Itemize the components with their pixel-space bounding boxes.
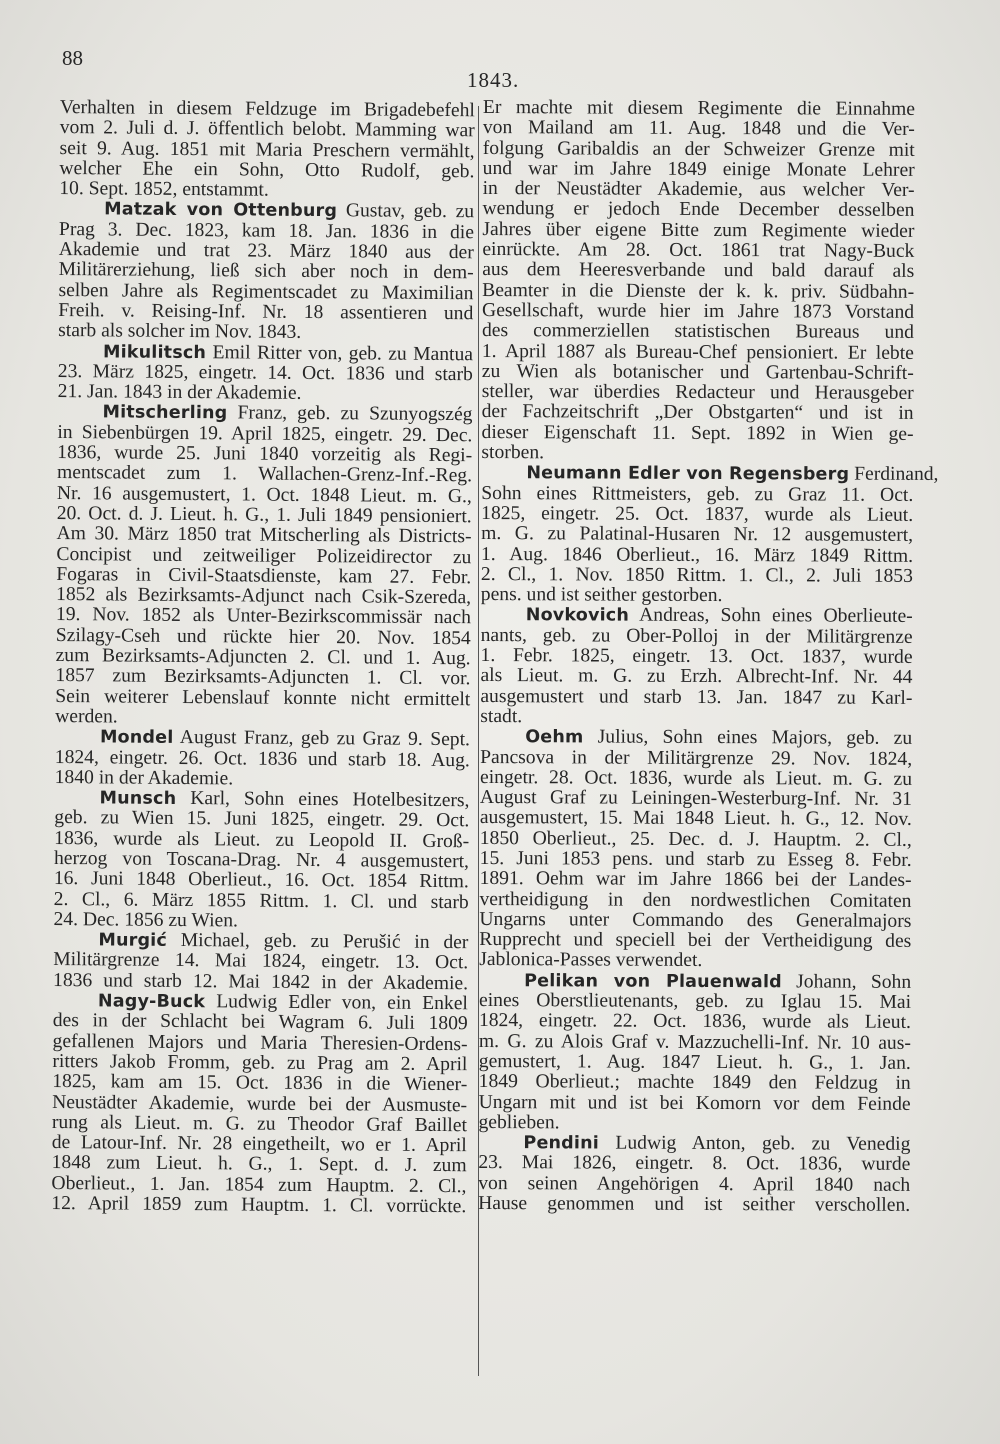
line-text: starb als solcher im Nov. 1843. xyxy=(58,320,302,344)
entry-name: Novkovich xyxy=(525,605,630,627)
line-text: Johann, Sohn xyxy=(781,971,912,993)
line-text: Ungarns unter Commando des Generalmajors xyxy=(479,908,912,932)
line-text: 16. Juni 1848 Oberlieut., 16. Oct. 1854 Rittm. xyxy=(53,868,469,893)
line-text: welcher Ehe ein Sohn, Otto Rudolf, geb. xyxy=(59,157,475,183)
entry-name: Nagy-Buck xyxy=(97,991,206,1013)
line-text: Militärerziehung, ließ sich aber noch in dem- xyxy=(58,259,474,284)
page-number: 88 xyxy=(62,46,83,70)
line-text: 15. Juni 1853 pens. und starb zu Esseg 8. Febr. xyxy=(479,847,912,871)
line-text: in Siebenbürgen 19. April 1825, eingetr. 29. Dec. xyxy=(57,421,473,446)
line-text: ausgemustert und starb 13. Jan. 1847 zu Karl- xyxy=(480,685,913,709)
entry-name: Mitscherling xyxy=(102,402,228,424)
line-text: 1825, kam am 15. Oct. 1836 in die Wiener- xyxy=(52,1071,468,1096)
text-line xyxy=(480,707,912,729)
line-text: dieser Eigenschaft 11. Sept. 1892 in Wien ge- xyxy=(481,421,914,445)
line-text: 1836 und starb 12. Mai 1842 in der Akademie. xyxy=(52,969,469,994)
line-text: zum Bezirksamts-Adjuncten 2. Cl. und 1. Aug. xyxy=(55,644,471,670)
line-text: eingetr. 28. Oct. 1836, wurde als Lieut. m. G. zu xyxy=(479,766,913,790)
line-text: 1824, eingetr. 22. Oct. 1836, wurde als Lieut. xyxy=(478,1010,912,1034)
line-text: Freih. v. Reising-Inf. Nr. 18 assentieren und xyxy=(58,299,474,325)
line-text: von seinen Angehörigen 4. April 1840 nach xyxy=(478,1172,911,1196)
line-text: ausgemustert, 15. Mai 1848 Lieut. h. G., 12. Nov. xyxy=(479,807,912,831)
line-text: 1840 in der Akademie. xyxy=(54,766,234,790)
text-line xyxy=(481,443,913,465)
text-line xyxy=(478,1194,910,1216)
line-text: zu Wien als botanischer und Gartenbau-Schrift- xyxy=(481,360,914,384)
line-text: Ferdinand, xyxy=(849,463,939,486)
line-text: 1825, eingetr. 25. Oct. 1837, wurde als Lieut. xyxy=(481,502,914,526)
line-text: 1849 Oberlieut.; machte 1849 den Feldzug in xyxy=(478,1071,911,1095)
line-text: m. G. zu Alois Graf v. Mazzuchelli-Inf. Nr. 10 aus- xyxy=(478,1030,911,1054)
line-text: 24. Dec. 1856 zu Wien. xyxy=(53,908,239,932)
line-text: Hause genommen und ist seither verschollen. xyxy=(478,1193,911,1216)
line-text: 12. April 1859 zum Hauptm. 1. Cl. vorrückte. xyxy=(51,1192,467,1218)
line-text: des commerziellen statistischen Bureaus und xyxy=(481,320,915,344)
line-text: 23. Mai 1826, eingetr. 8. Oct. 1836, wurde xyxy=(478,1152,911,1176)
line-text: 21. Jan. 1843 in der Akademie. xyxy=(57,381,302,405)
line-text: 1. April 1887 als Bureau-Chef pensioniert. Er lebte xyxy=(481,340,914,364)
line-text: Pancsova in der Militärgrenze 29. Nov. 1824, xyxy=(480,746,913,770)
line-text: gemustert, 1. Aug. 1847 Lieut. h. G., 1. Jan. xyxy=(478,1050,911,1074)
line-text: Concipist und zeitweiliger Polizeidirector zu xyxy=(56,543,472,568)
line-text: storben. xyxy=(481,442,545,464)
line-text: Militärgrenze 14. Mai 1824, eingetr. 13. Oct. xyxy=(53,949,469,974)
entry-name: Oehm xyxy=(525,727,584,748)
line-text: 1848 zum Lieut. h. G., 1. Sept. d. J. zum xyxy=(51,1152,467,1177)
line-text: Oberlieut., 1. Jan. 1854 zum Hauptm. 2. Cl., xyxy=(51,1172,467,1197)
line-text: 1857 zum Bezirksamts-Adjuncten 1. Cl. vor. xyxy=(55,665,471,690)
line-text: 2. Cl., 1. Nov. 1850 Rittm. 1. Cl., 2. Juli 1853 xyxy=(480,563,913,587)
line-text: Karl, Sohn eines Hotelbesitzers, xyxy=(176,788,470,812)
entry-name: Pendini xyxy=(523,1133,600,1154)
entry-name: Matzak von Ottenburg xyxy=(104,199,338,222)
line-text: 1. Aug. 1846 Oberlieut., 16. März 1849 Rittm. xyxy=(480,543,914,567)
line-text: ritters Jakob Fromm, geb. zu Prag am 2. April xyxy=(52,1050,468,1076)
line-text: Michael, geb. zu Perušić in der xyxy=(166,930,469,954)
line-text: 1836, wurde 25. Juni 1840 vorzeitig als Regi- xyxy=(57,442,473,467)
line-text: rung als Lieut. m. G. zu Theodor Graf Baillet xyxy=(51,1111,468,1137)
line-text: Ludwig Edler von, ein Enkel xyxy=(205,991,468,1015)
line-text: Er machte mit diesem Regimente die Einnahme xyxy=(482,97,916,120)
line-text: Neustädter Akademie, wurde bei der Ausmuste- xyxy=(52,1091,468,1116)
entry-name: Neumann Edler von Regensberg xyxy=(526,463,850,485)
line-text: nants, geb. zu Ober-Polloj in der Militärgrenze xyxy=(480,624,913,648)
line-text: Julius, Sohn eines Majors, geb. zu xyxy=(583,726,913,750)
line-text: 1852 als Bezirksamts-Adjunct nach Csik-Szereda, xyxy=(56,584,472,609)
line-text: pens. und ist seither gestorben. xyxy=(480,584,723,607)
line-text: stadt. xyxy=(480,705,523,728)
line-text: des in der Schlacht bei Wagram 6. Juli 1809 xyxy=(52,1010,468,1035)
line-text: August Franz, geb zu Graz 9. Sept. xyxy=(173,727,471,751)
text-line xyxy=(479,950,911,972)
line-text: Szilagy-Cseh und rückte hier 20. Nov. 1854 xyxy=(55,624,471,649)
line-text: eines Oberstlieutenants, geb. zu Iglau 15. Mai xyxy=(479,990,912,1013)
line-text: Akademie und trat 23. März 1840 aus der xyxy=(58,239,474,264)
line-text: und war im Jahre 1849 einige Monate Lehrer xyxy=(482,157,915,181)
entry-name: Munsch xyxy=(99,788,177,810)
line-text: mentscadet zum 1. Wallachen-Grenz-Inf.-Reg. xyxy=(56,462,473,487)
line-text: von Mailand am 11. Aug. 1848 und die Ver- xyxy=(482,117,915,141)
line-text: geb. zu Wien 15. Juni 1825, eingetr. 29. Oct. xyxy=(54,807,470,832)
line-text: Gesellschaft, wurde hier im Jahre 1873 Vorstand xyxy=(482,299,915,323)
line-text: 19. Nov. 1852 als Unter-Bezirkscommissär nach xyxy=(55,604,472,629)
left-text-column xyxy=(51,98,475,1218)
line-text: August Graf zu Leiningen-Westerburg-Inf. Nr. 31 xyxy=(479,787,912,810)
line-text: m. G. zu Palatinal-Husaren Nr. 12 ausgemustert, xyxy=(481,523,914,547)
line-text: steller, war überdies Redacteur und Herausgeber xyxy=(481,381,914,405)
text-line xyxy=(480,687,912,709)
line-text: 1891. Oehm war im Jahre 1866 bei der Landes- xyxy=(479,868,912,892)
text-line xyxy=(51,1194,466,1218)
line-text: 1836, wurde als Lieut. zu Leopold II. Groß- xyxy=(54,827,470,852)
text-line xyxy=(478,1113,910,1135)
line-text: selben Jahre als Regimentscadet zu Maximilian xyxy=(58,279,474,304)
line-text: Ludwig Anton, geb. zu Venedig xyxy=(598,1132,911,1156)
line-text: Ungarn mit und ist bei Komorn vor dem Feinde xyxy=(478,1091,911,1115)
line-text: Sohn eines Rittmeisters, geb. zu Graz 11. Oct. xyxy=(481,482,914,506)
line-text: 10. Sept. 1852, entstammt. xyxy=(59,178,269,201)
line-text: Nr. 16 ausgemustert, 1. Oct. 1848 Lieut. m. G., xyxy=(56,482,472,507)
line-text: Gustav, geb. zu xyxy=(337,200,475,223)
line-text: Am 30. März 1850 trat Mitscherling als Districts- xyxy=(56,523,472,548)
line-text: aus dem Heeresverbande und bald darauf als xyxy=(482,259,915,283)
line-text: Sein weiterer Lebenslauf konnte nicht ermittelt xyxy=(55,685,471,710)
line-text: 1824, eingetr. 26. Oct. 1836 und starb 18. Aug. xyxy=(54,746,470,771)
line-text: wendung er jedoch Ende December desselben xyxy=(482,198,915,222)
line-text: 2. Cl., 6. März 1855 Rittm. 1. Cl. und starb xyxy=(53,888,469,913)
line-text: Rupprecht und speciell bei der Vertheidigung des xyxy=(479,929,912,953)
line-text: de Latour-Inf. Nr. 28 eingetheilt, wo er 1. April xyxy=(51,1132,467,1157)
line-text: 1. Febr. 1825, eingetr. 13. Oct. 1837, wurde xyxy=(480,645,913,668)
entry-name: Murgić xyxy=(98,930,168,952)
line-text: Andreas, Sohn eines Oberlieute- xyxy=(629,605,913,628)
line-text: Jablonica-Passes verwendet. xyxy=(479,949,703,972)
line-text: der Fachzeitschrift „Der Obstgarten“ und ist in xyxy=(481,401,914,425)
line-text: 20. Oct. d. J. Lieut. h. G., 1. Juli 1849 pensioniert. xyxy=(56,502,472,528)
line-text: Franz, geb. zu Szunyogszég xyxy=(227,402,473,426)
line-text: Prag 3. Dec. 1823, kam 18. Jan. 1836 in die xyxy=(58,218,475,244)
line-text: als Lieut. m. G. zu Erzh. Albrecht-Inf. Nr. 44 xyxy=(480,665,913,689)
line-text: 1850 Oberlieut., 25. Dec. d. J. Hauptm. 2. Cl., xyxy=(479,827,912,851)
line-text: Beamter in die Dienste der k. k. priv. Südbahn- xyxy=(482,279,915,303)
line-text: folgung Garibaldis an der Schweizer Grenze mit xyxy=(482,137,915,161)
entry-name: Pelikan von Plauenwald xyxy=(524,970,782,993)
line-text: vom 2. Juli d. J. öffentlich belobt. Mamming war xyxy=(59,117,475,142)
line-text: werden. xyxy=(55,705,118,728)
line-text: in der Neustädter Akademie, aus welcher Ver- xyxy=(482,178,915,202)
line-text: 23. März 1825, eingetr. 14. Oct. 1836 und starb xyxy=(57,360,473,386)
line-text: Emil Ritter von, geb. zu Mantua xyxy=(206,341,474,365)
running-header-year: 1843. xyxy=(467,68,520,92)
line-text: vertheidigung in den nordwestlichen Comitaten xyxy=(479,888,912,912)
entry-name: Mondel xyxy=(99,727,174,749)
line-text: seit 9. Aug. 1851 mit Maria Preschern vermählt, xyxy=(59,137,475,162)
line-text: Jahres über eigene Bitte zum Regimente wieder xyxy=(482,218,915,242)
line-text: Fogaras in Civil-Staatsdienste, kam 27. Febr. xyxy=(56,563,472,589)
text-line xyxy=(481,585,913,607)
line-text: einrückte. Am 28. Oct. 1861 trat Nagy-Buck xyxy=(482,239,915,262)
right-text-column xyxy=(478,97,939,1216)
line-text: gefallenen Majors und Maria Theresien-Ordens- xyxy=(52,1030,468,1055)
line-text: Verhalten in diesem Feldzuge im Brigadebefehl xyxy=(59,97,475,122)
line-text: geblieben. xyxy=(478,1111,560,1134)
text-line xyxy=(481,423,913,445)
line-text: herzog von Toscana-Drag. Nr. 4 ausgemustert, xyxy=(53,847,470,873)
entry-name: Mikulitsch xyxy=(102,341,207,363)
